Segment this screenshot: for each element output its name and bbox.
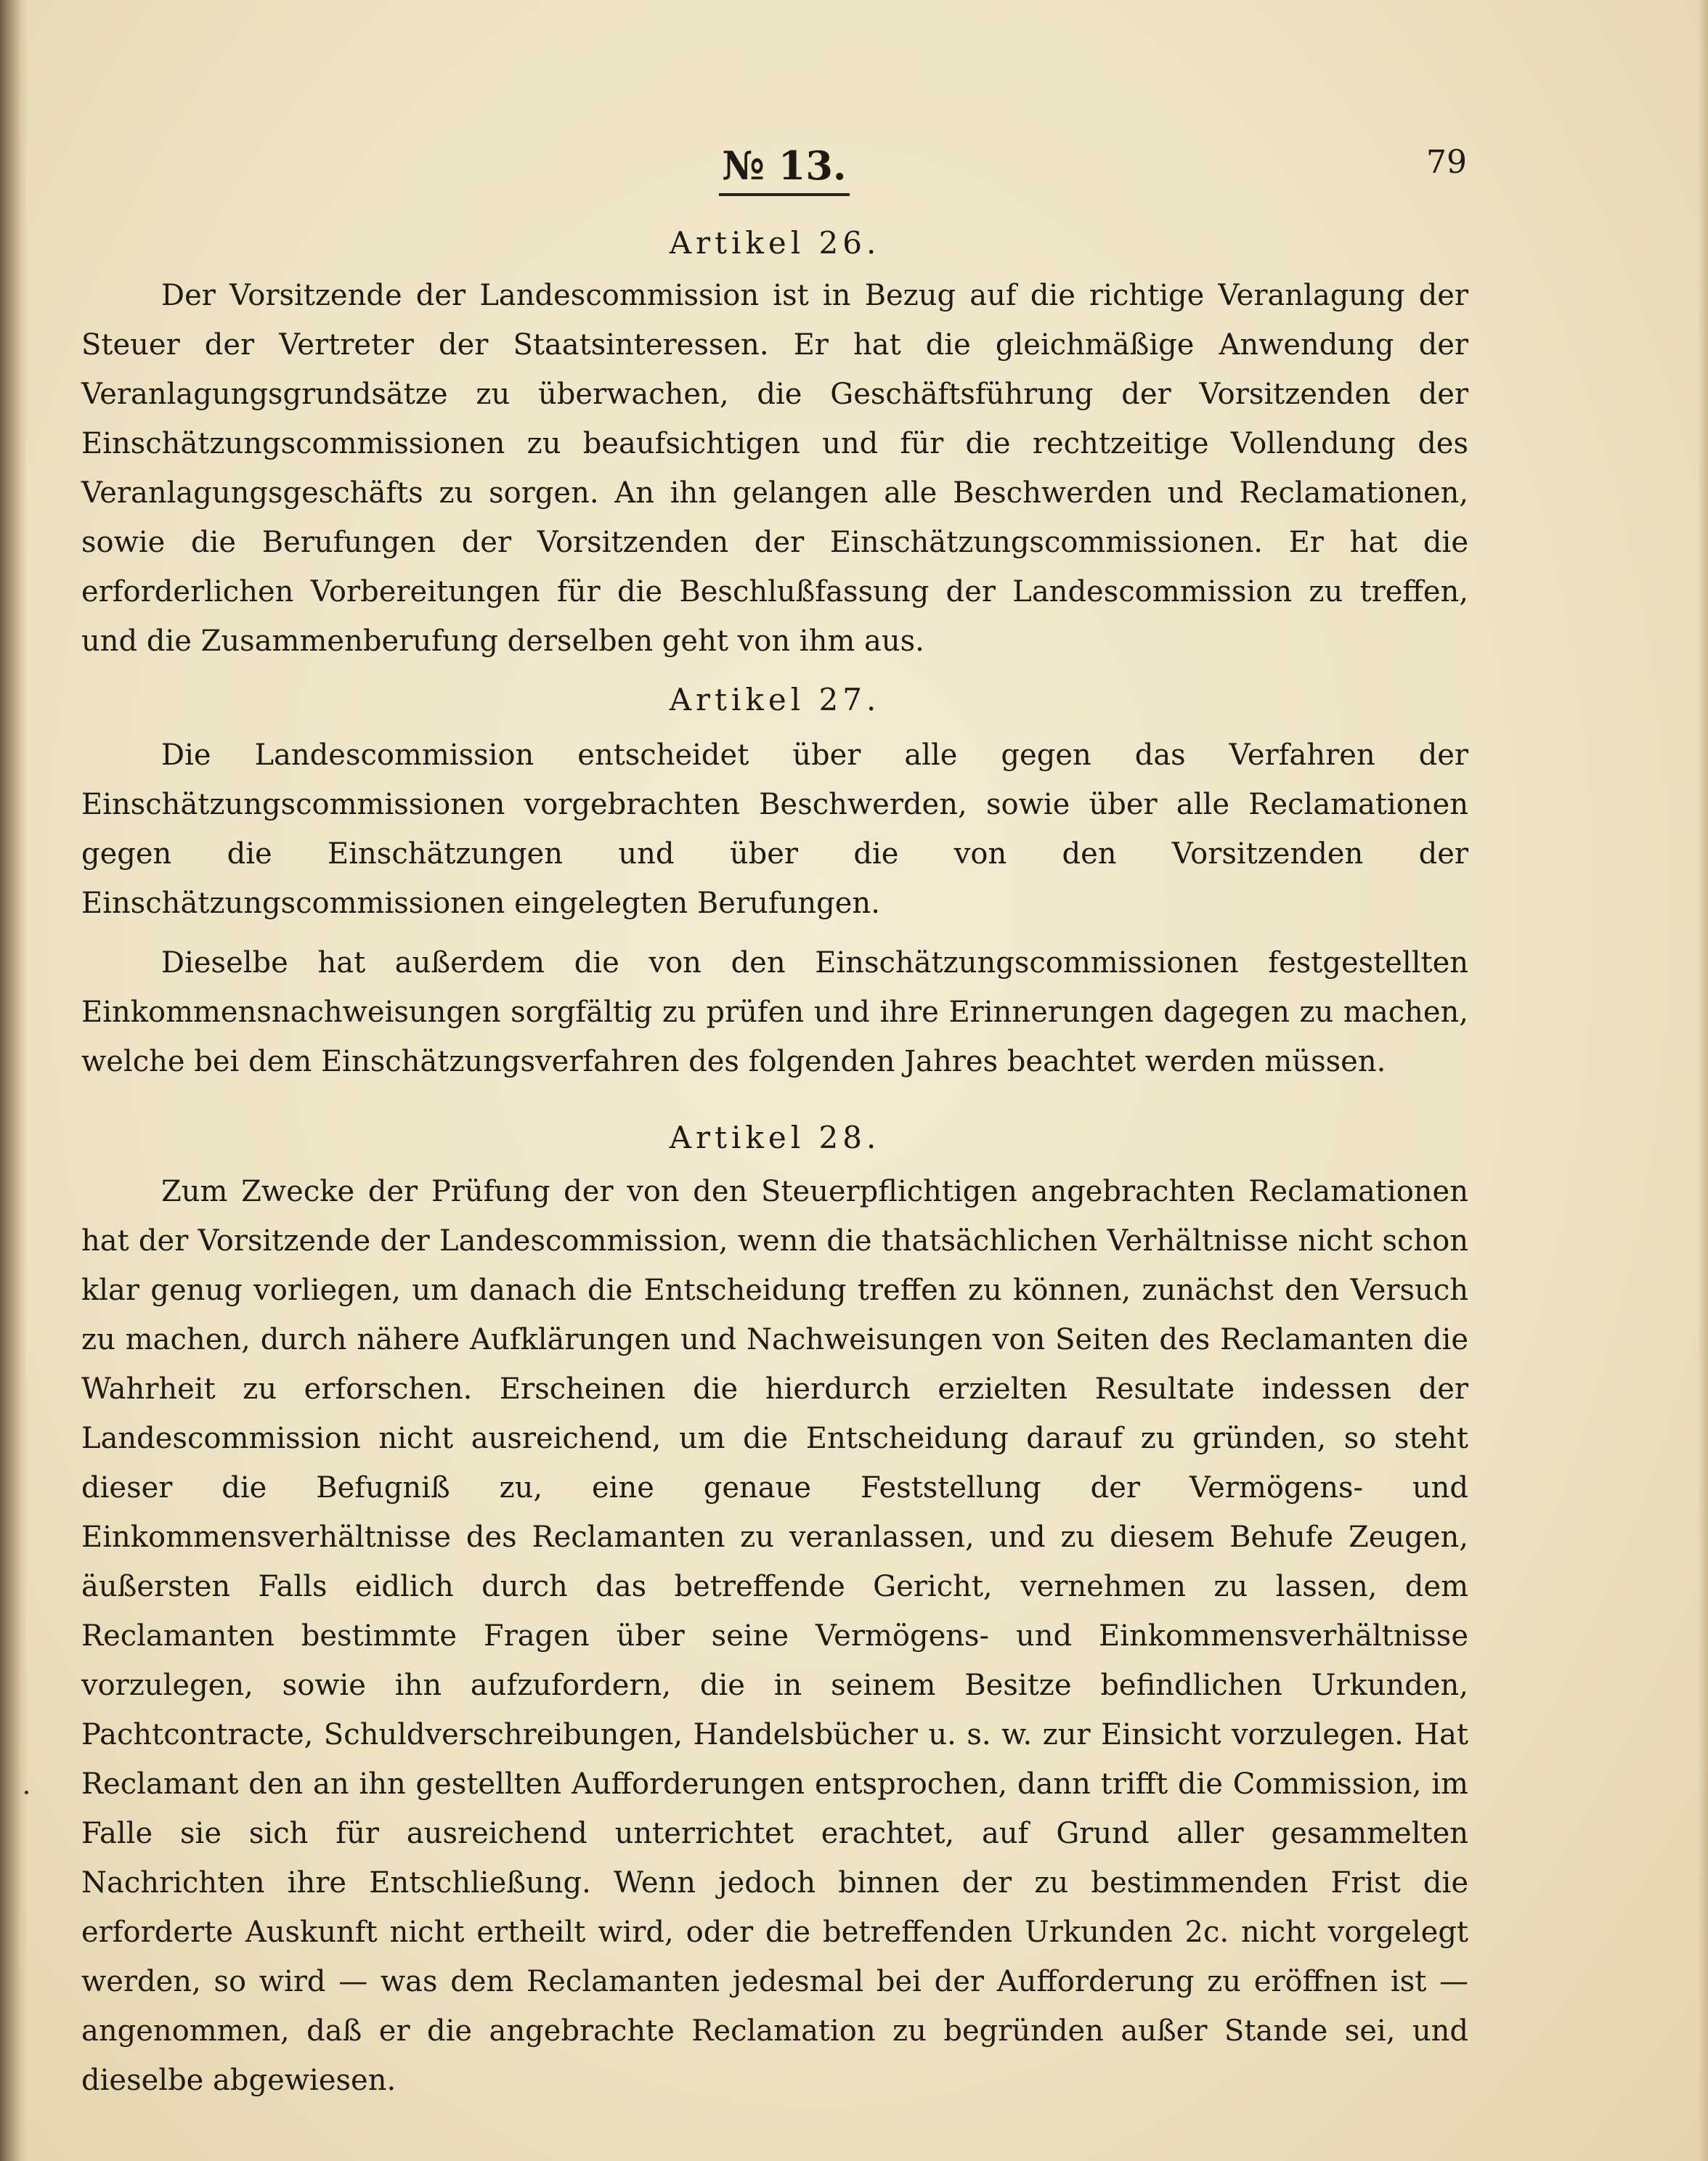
article-26-paragraph-1: Der Vorsitzende der Landescommission ist in Bezug auf die richtige Veranlagung der Steuer der Vertreter der Staatsinteressen. Er hat die gleichmäßige Anwendung der Veranlagungsgrundsätze zu überwachen, die Geschäftsführung der Vorsitzenden der Einschätzungscommissionen zu beaufsichtigen und für die rechtzeitige Vollendung des Veranlagungsgeschäfts zu sorgen. An ihn gelangen alle Beschwerden und Reclamationen, sowie die Berufungen der Vorsitzenden der Einschätzungscommissionen. Er hat die erforderlichen Vorbereitungen für die Beschlußfassung der Landescommission zu treffen, und die Zusammenberufung derselben geht von ihm aus. [81, 279, 1468, 658]
page-number: 79 [1426, 144, 1467, 181]
article-28-paragraph-1: Zum Zwecke der Prüfung der von den Steuerpflichtigen angebrachten Reclamationen hat der Vorsitzende der Landescommission, wenn die thatsächlichen Verhältnisse nicht schon klar genug vorliegen, um danach die Entscheidung treffen zu können, zunächst den Versuch zu machen, durch nähere Aufklärungen und Nachweisungen von Seiten des Reclamanten die Wahrheit zu erforschen. Erscheinen die hierdurch erzielten Resultate indessen der Landescommission nicht ausreichend, um die Entscheidung darauf zu gründen, so steht dieser die Befugniß zu, eine genaue Feststellung der Vermögens- und Einkommensverhältnisse des Reclamanten zu veranlassen, und zu diesem Behufe Zeugen, äußersten Falls eidlich durch das betreffende Gericht, vernehmen zu lassen, dem Reclamanten bestimmte Fragen über seine Vermögens- und Einkommensverhältnisse vorzulegen, sowie ihn aufzufordern, die in seinem Besitze befindlichen Urkunden, Pachtcontracte, Schuldverschreibungen, Handelsbücher u. s. w. zur Einsicht vorzulegen. Hat Reclamant den an ihn gestellten Aufforderungen entsprochen, dann trifft die Commission, im Falle sie sich für ausreichend unterrichtet erachtet, auf Grund aller gesammelten Nachrichten ihre Entschließung. Wenn jedoch binnen der zu bestimmenden Frist die erforderte Auskunft nicht ertheilt wird, oder die betreffenden Urkunden 2c. nicht vorgelegt werden, so wird — was dem Reclamanten jedesmal bei der Aufforderung zu eröffnen ist — angenommen, daß er die angebrachte Reclamation zu begründen außer Stande sei, und dieselbe abgewiesen. [81, 1175, 1468, 2097]
issue-number: № 13. [719, 142, 850, 196]
article-27-paragraph-1: Die Landescommission entscheidet über alle gegen das Verfahren der Einschätzungscommissionen vorgebrachten Beschwerden, sowie über alle Reclamationen gegen die Einschätzungen und über die von den Vorsitzenden der Einschätzungscommissionen eingelegten Berufungen. [81, 738, 1468, 920]
page-right-edge [1698, 0, 1708, 2161]
article-26-heading: Artikel 26. [669, 225, 881, 261]
page-binding-edge [0, 0, 28, 2161]
page-header [0, 142, 1708, 193]
article-27-heading: Artikel 27. [669, 682, 881, 717]
ink-speck [25, 1791, 28, 1794]
article-28-heading: Artikel 28. [669, 1120, 881, 1155]
page-content [81, 212, 1468, 2105]
article-27-paragraph-2: Dieselbe hat außerdem die von den Einschätzungscommissionen festgestellten Einkommensnachweisungen sorgfältig zu prüfen und ihre Erinnerungen dagegen zu machen, welche bei dem Einschätzungsverfahren des folgenden Jahres beachtet werden müssen. [81, 946, 1468, 1078]
